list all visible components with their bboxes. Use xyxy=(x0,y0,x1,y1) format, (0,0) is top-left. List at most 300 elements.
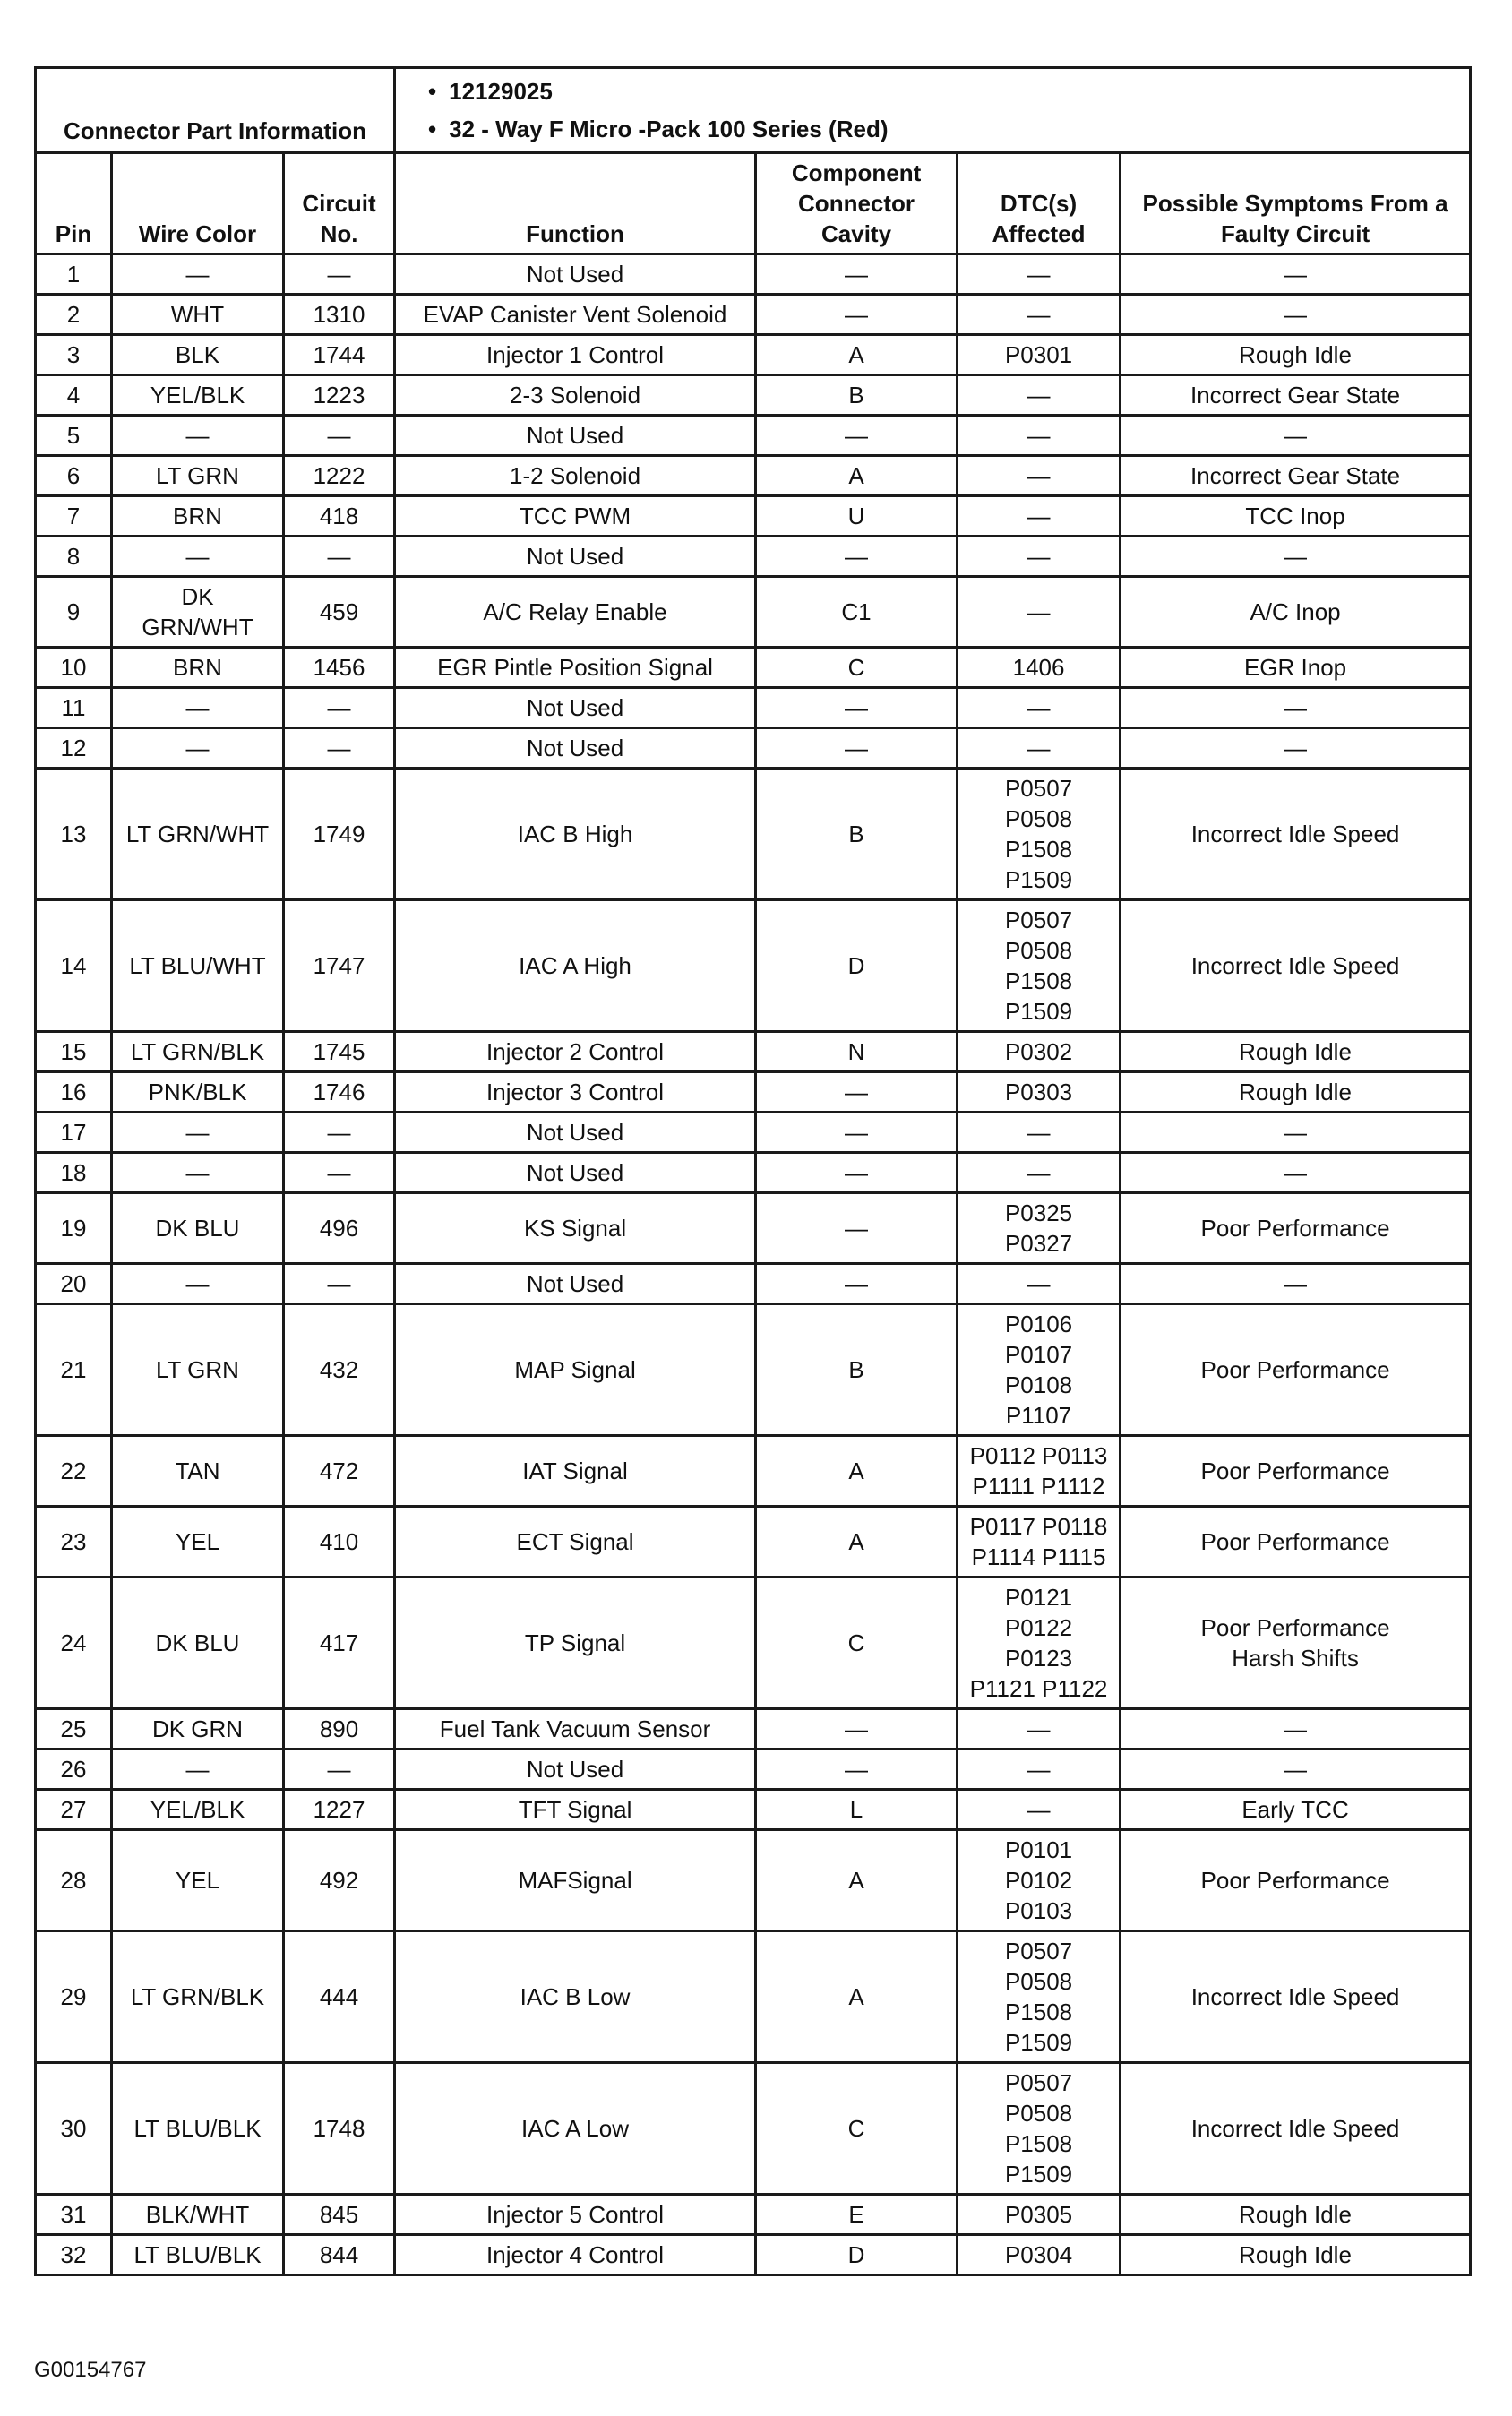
dtc-line: P0304 xyxy=(1004,2241,1073,2268)
dtc-line: — xyxy=(1027,1715,1051,1742)
circuit-cell: 1222 xyxy=(284,456,395,496)
circuit-cell: — xyxy=(284,1750,395,1790)
cavity-cell: — xyxy=(756,1193,958,1264)
table-row xyxy=(36,1153,1471,1193)
table-row xyxy=(36,254,1471,295)
symptoms-cell xyxy=(1121,900,1471,1032)
circuit-cell: 1744 xyxy=(284,335,395,375)
symptoms-line: Incorrect Idle Speed xyxy=(1190,952,1400,979)
pin-cell: 3 xyxy=(36,335,112,375)
figure-id: G00154767 xyxy=(34,2358,147,2382)
dtc-line: P0101 xyxy=(1004,1836,1073,1863)
wire-color-line: DK xyxy=(181,583,214,610)
dtc-line: P0122 xyxy=(1004,1614,1073,1641)
symptoms-line: Rough Idle xyxy=(1239,1079,1352,1105)
wire-color-line: LT BLU/WHT xyxy=(129,952,266,979)
table-row xyxy=(36,2195,1471,2235)
table-row xyxy=(36,1304,1471,1436)
dtc-line: P1509 xyxy=(1004,998,1073,1025)
pin-cell: 12 xyxy=(36,728,112,769)
wire-color-cell xyxy=(112,900,284,1032)
wire-color-cell xyxy=(112,416,284,456)
table-row xyxy=(36,1709,1471,1750)
dtc-cell xyxy=(958,254,1121,295)
pin-cell: 20 xyxy=(36,1264,112,1304)
table-row xyxy=(36,728,1471,769)
symptoms-cell xyxy=(1121,1750,1471,1790)
cavity-cell: — xyxy=(756,295,958,335)
function-cell: Not Used xyxy=(395,1153,756,1193)
pin-cell: 17 xyxy=(36,1113,112,1153)
dtc-line: P0507 xyxy=(1004,1938,1073,1965)
pin-cell: 25 xyxy=(36,1709,112,1750)
function-cell: A/C Relay Enable xyxy=(395,577,756,648)
dtc-cell xyxy=(958,2063,1121,2195)
dtc-line: P1508 xyxy=(1004,836,1073,863)
wire-color-cell xyxy=(112,1790,284,1830)
pinout-rows xyxy=(36,254,1471,2275)
function-cell: IAC B Low xyxy=(395,1931,756,2063)
dtc-line: P0301 xyxy=(1004,341,1073,368)
function-cell: EVAP Canister Vent Solenoid xyxy=(395,295,756,335)
dtc-line: — xyxy=(1027,462,1051,489)
circuit-cell: — xyxy=(284,1113,395,1153)
wire-color-cell xyxy=(112,1264,284,1304)
table-row xyxy=(36,1113,1471,1153)
symptoms-line: Poor Performance xyxy=(1200,1867,1390,1894)
symptoms-cell xyxy=(1121,577,1471,648)
dtc-line: P0117 P0118 xyxy=(969,1513,1108,1540)
dtc-cell xyxy=(958,2195,1121,2235)
symptoms-cell xyxy=(1121,375,1471,416)
symptoms-line: EGR Inop xyxy=(1243,654,1347,681)
symptoms-line: Poor Performance xyxy=(1200,1215,1390,1242)
wire-color-cell xyxy=(112,1113,284,1153)
pin-cell: 1 xyxy=(36,254,112,295)
wire-color-cell xyxy=(112,728,284,769)
dtc-cell xyxy=(958,1113,1121,1153)
wire-color-cell xyxy=(112,1578,284,1709)
wire-color-cell xyxy=(112,496,284,537)
function-cell: Not Used xyxy=(395,728,756,769)
dtc-cell xyxy=(958,728,1121,769)
pin-cell: 23 xyxy=(36,1507,112,1578)
wire-color-cell xyxy=(112,688,284,728)
dtc-line: — xyxy=(1027,503,1051,529)
symptoms-cell xyxy=(1121,1032,1471,1072)
symptoms-cell xyxy=(1121,1578,1471,1709)
connector-info-row xyxy=(36,68,1471,153)
cavity-cell: A xyxy=(756,1830,958,1931)
wire-color-line: — xyxy=(185,261,210,288)
table-row xyxy=(36,416,1471,456)
symptoms-line: TCC Inop xyxy=(1245,503,1345,529)
pin-cell: 29 xyxy=(36,1931,112,2063)
wire-color-line: WHT xyxy=(170,301,225,328)
function-cell: Not Used xyxy=(395,688,756,728)
dtc-line: P0507 xyxy=(1004,775,1073,802)
circuit-cell: 1745 xyxy=(284,1032,395,1072)
circuit-cell: 492 xyxy=(284,1830,395,1931)
dtc-line: P0121 xyxy=(1004,1584,1073,1611)
dtc-line: P0327 xyxy=(1004,1230,1073,1257)
dtc-line: P0106 xyxy=(1004,1311,1073,1337)
table-row xyxy=(36,688,1471,728)
table-row xyxy=(36,537,1471,577)
symptoms-line: Poor Performance xyxy=(1200,1356,1390,1383)
wire-color-cell xyxy=(112,1931,284,2063)
symptoms-line: — xyxy=(1284,301,1308,328)
wire-color-line: — xyxy=(185,1159,210,1186)
function-cell: MAFSignal xyxy=(395,1830,756,1931)
wire-color-line: YEL xyxy=(175,1867,220,1894)
symptoms-line: — xyxy=(1284,1159,1308,1186)
dtc-cell xyxy=(958,1931,1121,2063)
symptoms-cell xyxy=(1121,1304,1471,1436)
circuit-cell: 1749 xyxy=(284,769,395,900)
dtc-cell xyxy=(958,416,1121,456)
symptoms-line: Poor Performance xyxy=(1200,1528,1390,1555)
wire-color-line: LT BLU/BLK xyxy=(133,2115,262,2142)
connector-info-list xyxy=(395,68,1471,153)
table-row xyxy=(36,1072,1471,1113)
table-row xyxy=(36,2063,1471,2195)
dtc-line: — xyxy=(1027,1119,1051,1146)
function-cell: EGR Pintle Position Signal xyxy=(395,648,756,688)
function-cell: Injector 5 Control xyxy=(395,2195,756,2235)
dtc-cell xyxy=(958,1750,1121,1790)
function-cell: ECT Signal xyxy=(395,1507,756,1578)
table-row xyxy=(36,1931,1471,2063)
dtc-line: — xyxy=(1027,1159,1051,1186)
pin-cell: 26 xyxy=(36,1750,112,1790)
wire-color-cell xyxy=(112,2063,284,2195)
dtc-cell xyxy=(958,2235,1121,2275)
symptoms-cell xyxy=(1121,2195,1471,2235)
wire-color-line: PNK/BLK xyxy=(148,1079,247,1105)
connector-info-label: Connector Part Information xyxy=(36,68,395,153)
dtc-line: — xyxy=(1027,261,1051,288)
symptoms-line: Rough Idle xyxy=(1239,341,1352,368)
dtc-cell xyxy=(958,1193,1121,1264)
symptoms-line: — xyxy=(1284,1715,1308,1742)
circuit-cell: — xyxy=(284,728,395,769)
dtc-line: — xyxy=(1027,382,1051,408)
cavity-cell: C xyxy=(756,648,958,688)
dtc-cell xyxy=(958,496,1121,537)
wire-color-cell xyxy=(112,375,284,416)
function-cell: Not Used xyxy=(395,416,756,456)
dtc-cell xyxy=(958,648,1121,688)
header-cavity: Component Connector Cavity xyxy=(756,153,958,254)
circuit-cell: 844 xyxy=(284,2235,395,2275)
wire-color-line: — xyxy=(185,1119,210,1146)
wire-color-line: TAN xyxy=(175,1457,220,1484)
cavity-cell: — xyxy=(756,1153,958,1193)
circuit-cell: — xyxy=(284,416,395,456)
dtc-line: — xyxy=(1027,735,1051,761)
function-cell: Not Used xyxy=(395,1264,756,1304)
header-wire-color: Wire Color xyxy=(112,153,284,254)
pin-cell: 14 xyxy=(36,900,112,1032)
pin-cell: 2 xyxy=(36,295,112,335)
circuit-cell: 472 xyxy=(284,1436,395,1507)
wire-color-line: DK GRN xyxy=(151,1715,244,1742)
wire-color-cell xyxy=(112,1709,284,1750)
dtc-cell xyxy=(958,577,1121,648)
dtc-cell xyxy=(958,688,1121,728)
symptoms-cell xyxy=(1121,728,1471,769)
table-row xyxy=(36,335,1471,375)
dtc-line: 1406 xyxy=(1012,654,1065,681)
dtc-cell xyxy=(958,1578,1121,1709)
symptoms-line: — xyxy=(1284,543,1308,570)
function-cell: MAP Signal xyxy=(395,1304,756,1436)
table-row xyxy=(36,456,1471,496)
dtc-line: — xyxy=(1027,1756,1051,1783)
dtc-line: P1111 P1112 xyxy=(972,1473,1105,1500)
function-cell: 2-3 Solenoid xyxy=(395,375,756,416)
pin-cell: 21 xyxy=(36,1304,112,1436)
dtc-cell xyxy=(958,375,1121,416)
dtc-cell xyxy=(958,1709,1121,1750)
pin-cell: 4 xyxy=(36,375,112,416)
circuit-cell: 1223 xyxy=(284,375,395,416)
dtc-line: P1509 xyxy=(1004,2029,1073,2056)
cavity-cell: N xyxy=(756,1032,958,1072)
symptoms-cell xyxy=(1121,2063,1471,2195)
wire-color-line: YEL/BLK xyxy=(150,1796,245,1823)
circuit-cell: 1747 xyxy=(284,900,395,1032)
wire-color-cell xyxy=(112,1830,284,1931)
function-cell: IAC A Low xyxy=(395,2063,756,2195)
function-cell: Injector 4 Control xyxy=(395,2235,756,2275)
wire-color-cell xyxy=(112,254,284,295)
wire-color-line: — xyxy=(185,735,210,761)
wire-color-cell xyxy=(112,456,284,496)
symptoms-cell xyxy=(1121,2235,1471,2275)
dtc-line: — xyxy=(1027,598,1051,625)
circuit-cell: 418 xyxy=(284,496,395,537)
circuit-cell: 1746 xyxy=(284,1072,395,1113)
table-row xyxy=(36,1436,1471,1507)
symptoms-cell xyxy=(1121,416,1471,456)
dtc-cell xyxy=(958,537,1121,577)
dtc-cell xyxy=(958,900,1121,1032)
table-row xyxy=(36,1830,1471,1931)
pin-cell: 28 xyxy=(36,1830,112,1931)
connector-description: • 32 - Way F Micro -Pack 100 Series (Red) xyxy=(428,110,1465,148)
dtc-line: P0507 xyxy=(1004,2069,1073,2096)
cavity-cell: — xyxy=(756,688,958,728)
cavity-cell: — xyxy=(756,728,958,769)
dtc-line: — xyxy=(1027,543,1051,570)
function-cell: Not Used xyxy=(395,254,756,295)
symptoms-cell xyxy=(1121,1193,1471,1264)
pin-cell: 27 xyxy=(36,1790,112,1830)
dtc-line: — xyxy=(1027,422,1051,449)
table-row xyxy=(36,577,1471,648)
dtc-cell xyxy=(958,335,1121,375)
symptoms-cell xyxy=(1121,254,1471,295)
symptoms-cell xyxy=(1121,456,1471,496)
symptoms-line: Rough Idle xyxy=(1239,2201,1352,2228)
dtc-line: P0508 xyxy=(1004,937,1073,964)
wire-color-cell xyxy=(112,1153,284,1193)
symptoms-line: — xyxy=(1284,422,1308,449)
cavity-cell: — xyxy=(756,1072,958,1113)
circuit-cell: 1227 xyxy=(284,1790,395,1830)
pin-cell: 5 xyxy=(36,416,112,456)
symptoms-cell xyxy=(1121,1264,1471,1304)
circuit-cell: 1748 xyxy=(284,2063,395,2195)
pin-cell: 13 xyxy=(36,769,112,900)
pin-cell: 18 xyxy=(36,1153,112,1193)
wire-color-line: — xyxy=(185,694,210,721)
dtc-cell xyxy=(958,1304,1121,1436)
symptoms-cell xyxy=(1121,1153,1471,1193)
table-row xyxy=(36,900,1471,1032)
symptoms-cell xyxy=(1121,1790,1471,1830)
function-cell: 1-2 Solenoid xyxy=(395,456,756,496)
dtc-line: P1121 P1122 xyxy=(969,1675,1108,1702)
dtc-line: P0123 xyxy=(1004,1645,1073,1672)
cavity-cell: C xyxy=(756,2063,958,2195)
wire-color-line: LT BLU/BLK xyxy=(133,2241,262,2268)
wire-color-cell xyxy=(112,648,284,688)
wire-color-line: LT GRN xyxy=(156,462,239,489)
cavity-cell: L xyxy=(756,1790,958,1830)
dtc-line: P1114 P1115 xyxy=(971,1543,1106,1570)
dtc-line: P0103 xyxy=(1004,1897,1073,1924)
dtc-cell xyxy=(958,295,1121,335)
wire-color-cell xyxy=(112,335,284,375)
dtc-line: P1508 xyxy=(1004,1999,1073,2025)
circuit-cell: 1456 xyxy=(284,648,395,688)
symptoms-cell xyxy=(1121,295,1471,335)
dtc-line: P0107 xyxy=(1004,1341,1073,1368)
wire-color-line: YEL/BLK xyxy=(150,382,245,408)
connector-pinout-document xyxy=(34,66,1469,2276)
dtc-line: P0102 xyxy=(1004,1867,1073,1894)
table-row xyxy=(36,1264,1471,1304)
dtc-line: P0112 P0113 xyxy=(969,1442,1108,1469)
symptoms-line: — xyxy=(1284,1119,1308,1146)
table-row xyxy=(36,496,1471,537)
cavity-cell: — xyxy=(756,537,958,577)
table-row xyxy=(36,1032,1471,1072)
symptoms-line: Early TCC xyxy=(1241,1796,1349,1823)
header-dtc: DTC(s) Affected xyxy=(958,153,1121,254)
circuit-cell: 410 xyxy=(284,1507,395,1578)
cavity-cell: — xyxy=(756,1750,958,1790)
wire-color-line: GRN/WHT xyxy=(142,614,253,641)
wire-color-cell xyxy=(112,537,284,577)
table-row xyxy=(36,1193,1471,1264)
circuit-cell: — xyxy=(284,688,395,728)
pin-cell: 16 xyxy=(36,1072,112,1113)
table-row xyxy=(36,2235,1471,2275)
function-cell: Not Used xyxy=(395,537,756,577)
dtc-cell xyxy=(958,456,1121,496)
dtc-line: P1508 xyxy=(1004,967,1073,994)
table-row xyxy=(36,295,1471,335)
symptoms-line: — xyxy=(1284,1270,1308,1297)
dtc-line: P0305 xyxy=(1004,2201,1073,2228)
dtc-cell xyxy=(958,1790,1121,1830)
function-cell: TCC PWM xyxy=(395,496,756,537)
circuit-cell: — xyxy=(284,1264,395,1304)
circuit-cell: 432 xyxy=(284,1304,395,1436)
dtc-line: — xyxy=(1027,694,1051,721)
function-cell: Injector 3 Control xyxy=(395,1072,756,1113)
symptoms-line: — xyxy=(1284,261,1308,288)
dtc-line: — xyxy=(1027,301,1051,328)
symptoms-cell xyxy=(1121,1830,1471,1931)
pin-cell: 24 xyxy=(36,1578,112,1709)
wire-color-cell xyxy=(112,1193,284,1264)
table-row xyxy=(36,1507,1471,1578)
wire-color-cell xyxy=(112,1750,284,1790)
table-row xyxy=(36,1578,1471,1709)
dtc-line: P0303 xyxy=(1004,1079,1073,1105)
symptoms-line: Incorrect Idle Speed xyxy=(1190,1983,1400,2010)
pin-cell: 19 xyxy=(36,1193,112,1264)
pin-cell: 11 xyxy=(36,688,112,728)
symptoms-cell xyxy=(1121,1072,1471,1113)
dtc-cell xyxy=(958,1436,1121,1507)
circuit-cell: — xyxy=(284,254,395,295)
symptoms-cell xyxy=(1121,769,1471,900)
function-cell: TFT Signal xyxy=(395,1790,756,1830)
table-row xyxy=(36,769,1471,900)
pinout-table xyxy=(34,66,1472,2276)
symptoms-line: Incorrect Idle Speed xyxy=(1190,2115,1400,2142)
dtc-cell xyxy=(958,769,1121,900)
pin-cell: 10 xyxy=(36,648,112,688)
function-cell: IAC A High xyxy=(395,900,756,1032)
symptoms-line: — xyxy=(1284,735,1308,761)
wire-color-line: DK BLU xyxy=(155,1629,240,1656)
cavity-cell: D xyxy=(756,2235,958,2275)
cavity-cell: U xyxy=(756,496,958,537)
cavity-cell: A xyxy=(756,456,958,496)
circuit-cell: 496 xyxy=(284,1193,395,1264)
pin-cell: 7 xyxy=(36,496,112,537)
header-function: Function xyxy=(395,153,756,254)
circuit-cell: 444 xyxy=(284,1931,395,2063)
symptoms-line: A/C Inop xyxy=(1250,598,1341,625)
cavity-cell: A xyxy=(756,1931,958,2063)
header-pin: Pin xyxy=(36,153,112,254)
cavity-cell: E xyxy=(756,2195,958,2235)
cavity-cell: D xyxy=(756,900,958,1032)
symptoms-line: Harsh Shifts xyxy=(1232,1645,1359,1672)
symptoms-cell xyxy=(1121,1113,1471,1153)
cavity-cell: — xyxy=(756,1113,958,1153)
dtc-line: P0108 xyxy=(1004,1371,1073,1398)
symptoms-cell xyxy=(1121,496,1471,537)
pin-cell: 6 xyxy=(36,456,112,496)
function-cell: Fuel Tank Vacuum Sensor xyxy=(395,1709,756,1750)
wire-color-line: DK BLU xyxy=(155,1215,240,1242)
function-cell: Injector 1 Control xyxy=(395,335,756,375)
symptoms-cell xyxy=(1121,1507,1471,1578)
function-cell: TP Signal xyxy=(395,1578,756,1709)
dtc-cell xyxy=(958,1264,1121,1304)
symptoms-cell xyxy=(1121,688,1471,728)
symptoms-line: Rough Idle xyxy=(1239,1038,1352,1065)
